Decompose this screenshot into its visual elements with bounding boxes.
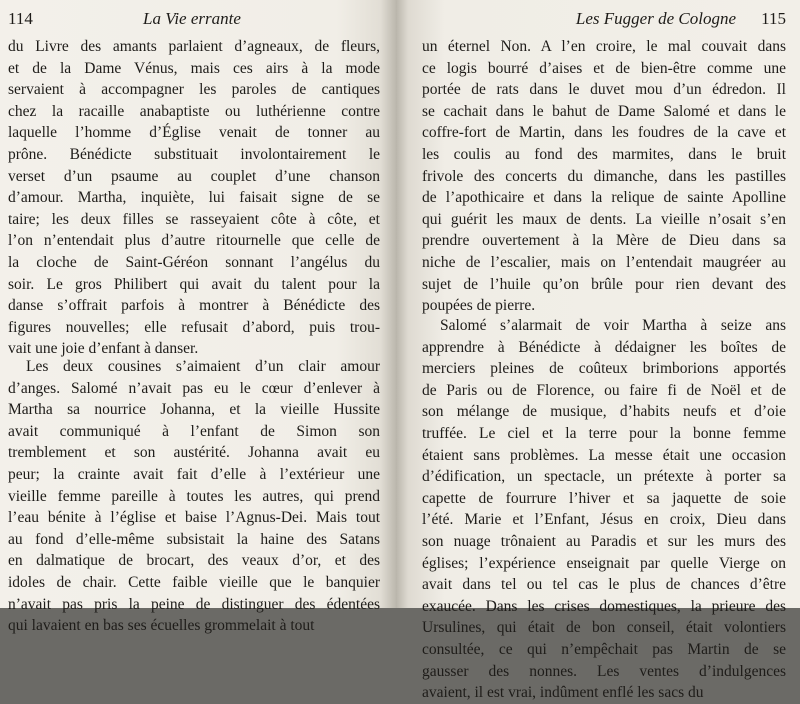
text-line: vieille femme pareille à toutes les autres, qui prend <box>8 487 380 505</box>
right-page <box>396 0 800 702</box>
text-line: l’on n’entendait plus d’autre ritournelle que celle de <box>8 232 380 250</box>
text-line: vait une joie d’enfant à danser. <box>8 340 199 358</box>
text-line: et de la Dame Vénus, mais ces airs à la mode <box>8 59 380 77</box>
text-line: gausser des nonnes. Les ventes d’indulgences <box>422 662 786 680</box>
text-line: soir. Le gros Philibert qui avait du talent pour la <box>8 275 380 293</box>
page-number: 115 <box>761 9 786 28</box>
text-line: d’anges. Salomé n’avait pas eu le cœur d’enlever à <box>8 379 380 397</box>
text-line: capette de fourrure l’hiver et sa jaquette de soie <box>422 489 786 507</box>
text-line: les coulis au fond des marmites, dans le bruit <box>422 145 786 163</box>
text-line: Ursulines, qui était de bon conseil, était volontiers <box>422 619 786 637</box>
text-line: l’eau bénite à l’église et baise l’Agnus-Dei. Mais tout <box>8 509 380 527</box>
text-line: figures nouvelles; elle refusait d’abord, puis trou- <box>8 318 380 336</box>
right-paragraph-2 <box>422 315 786 704</box>
text-line: merciers pleines de coûteux brimborions apportés <box>422 360 786 378</box>
text-line: avaient, il est vrai, indûment enflé les sacs du <box>422 684 704 702</box>
text-line: un éternel Non. A l’en croire, le mal couvait dans <box>422 38 786 55</box>
text-line: chez la racaille anabaptiste ou luthérienne contre <box>8 102 380 120</box>
text-line: d’amour. Martha, inquiète, lui faisait signe de se <box>8 189 380 207</box>
text-line: truffée. Le ciel et la terre pour la bonne femme <box>422 424 786 442</box>
text-line: la cloche de Saint-Géréon sonnant l’angélus du <box>8 253 380 271</box>
text-line: Les deux cousines s’aimaient d’un clair amour <box>26 358 380 375</box>
text-line: coffre-fort de Martin, dans les foudres de la cave et <box>422 124 786 142</box>
text-line: prône. Bénédicte substituait involontairement le <box>8 145 380 163</box>
text-line: prendre ouvertement à la Mère de Dieu dans sa <box>422 232 786 250</box>
running-title: La Vie errante <box>143 9 241 28</box>
text-line: n’avait pas pris la peine de distinguer des édentées <box>8 595 380 613</box>
text-line: exaucée. Dans les crises domestiques, la prieure des <box>422 597 786 615</box>
text-line: son nuage trônaient au Paradis et sur les murs des <box>422 532 786 550</box>
text-line: servaient à accompagner les paroles de cantiques <box>8 81 380 99</box>
text-line: niche de l’escalier, mais on l’entendait maugréer au <box>422 253 786 271</box>
text-line: avait communiqué à l’enfant de Simon son <box>8 422 380 440</box>
text-line: de Paris ou de Florence, ou faire fi de Noël et de <box>422 381 786 399</box>
text-line: qui guérit les maux de dents. La vieille n’osait s’en <box>422 210 786 228</box>
text-line: avait dans tel ou tel cas le plus de chances d’être <box>422 576 786 594</box>
text-line: du Livre des amants parlaient d’agneaux, de fleurs, <box>8 38 380 55</box>
text-line: qui lavaient en bas ses écuelles grommelait à tout <box>8 617 315 635</box>
text-line: apprendre à Bénédicte à dédaigner les boîtes de <box>422 338 786 356</box>
text-line: frivole des concerts du dimanche, dans les pastilles <box>422 167 786 185</box>
text-line: l’été. Marie et l’Enfant, Jésus en croix, Dieu dans <box>422 511 786 529</box>
text-line: danse s’offrait parfois à montrer à Bénédicte des <box>8 297 380 315</box>
text-line: en dalmatique de brocart, des veaux d’or, et des <box>8 552 380 570</box>
text-line: peur; la crainte avait fait d’elle à l’extérieur une <box>8 465 380 483</box>
right-paragraph-1 <box>422 36 786 317</box>
left-page <box>0 0 396 635</box>
text-line: poupées de pierre. <box>422 297 536 315</box>
text-line: verset d’un psaume au couplet d’une chanson <box>8 167 380 185</box>
text-line: au fond d’elle-même subsistait la haine des Satans <box>8 530 380 548</box>
right-page-header <box>422 8 786 32</box>
text-line: Salomé s’alarmait de voir Martha à seize ans <box>440 317 786 334</box>
text-line: taire; les deux filles se rasseyaient côte à côte, et <box>8 210 380 228</box>
left-page-header <box>8 8 380 32</box>
page-number: 114 <box>8 9 33 28</box>
text-line: étaient sans problèmes. La messe était une occasion <box>422 446 786 464</box>
text-line: sujet de l’huile qu’on brûle pour rien devant des <box>422 275 786 293</box>
text-line: laquelle l’homme d’Église venait de tonner au <box>8 124 380 142</box>
running-title: Les Fugger de Cologne <box>575 9 736 28</box>
text-line: d’édification, un spectacle, un prétexte à porter sa <box>422 468 786 486</box>
text-line: son mélange de musique, d’habits neufs et d’oie <box>422 403 786 421</box>
text-line: églises; l’expérience enseignait par quelle Vierge on <box>422 554 786 572</box>
text-line: idoles de chair. Cette faible vieille que le banquier <box>8 573 380 591</box>
text-line: portée de rats dans le duvet mou d’un édredon. Il <box>422 81 786 99</box>
text-line: consultée, ce qui n’empêchait pas Martin de se <box>422 640 786 658</box>
text-line: ce logis bourré d’aises et de bien-être comme une <box>422 59 786 77</box>
text-line: de l’apothicaire et dans la relique de sainte Apolline <box>422 189 786 207</box>
left-paragraph-1 <box>8 36 380 360</box>
text-line: tremblement et son austérité. Johanna avait eu <box>8 444 380 462</box>
left-paragraph-2 <box>8 356 380 637</box>
text-line: se cachait dans le bahut de Dame Salomé et dans le <box>422 102 786 120</box>
text-line: Martha sa nourrice Johanna, et la vieille Hussite <box>8 401 380 419</box>
